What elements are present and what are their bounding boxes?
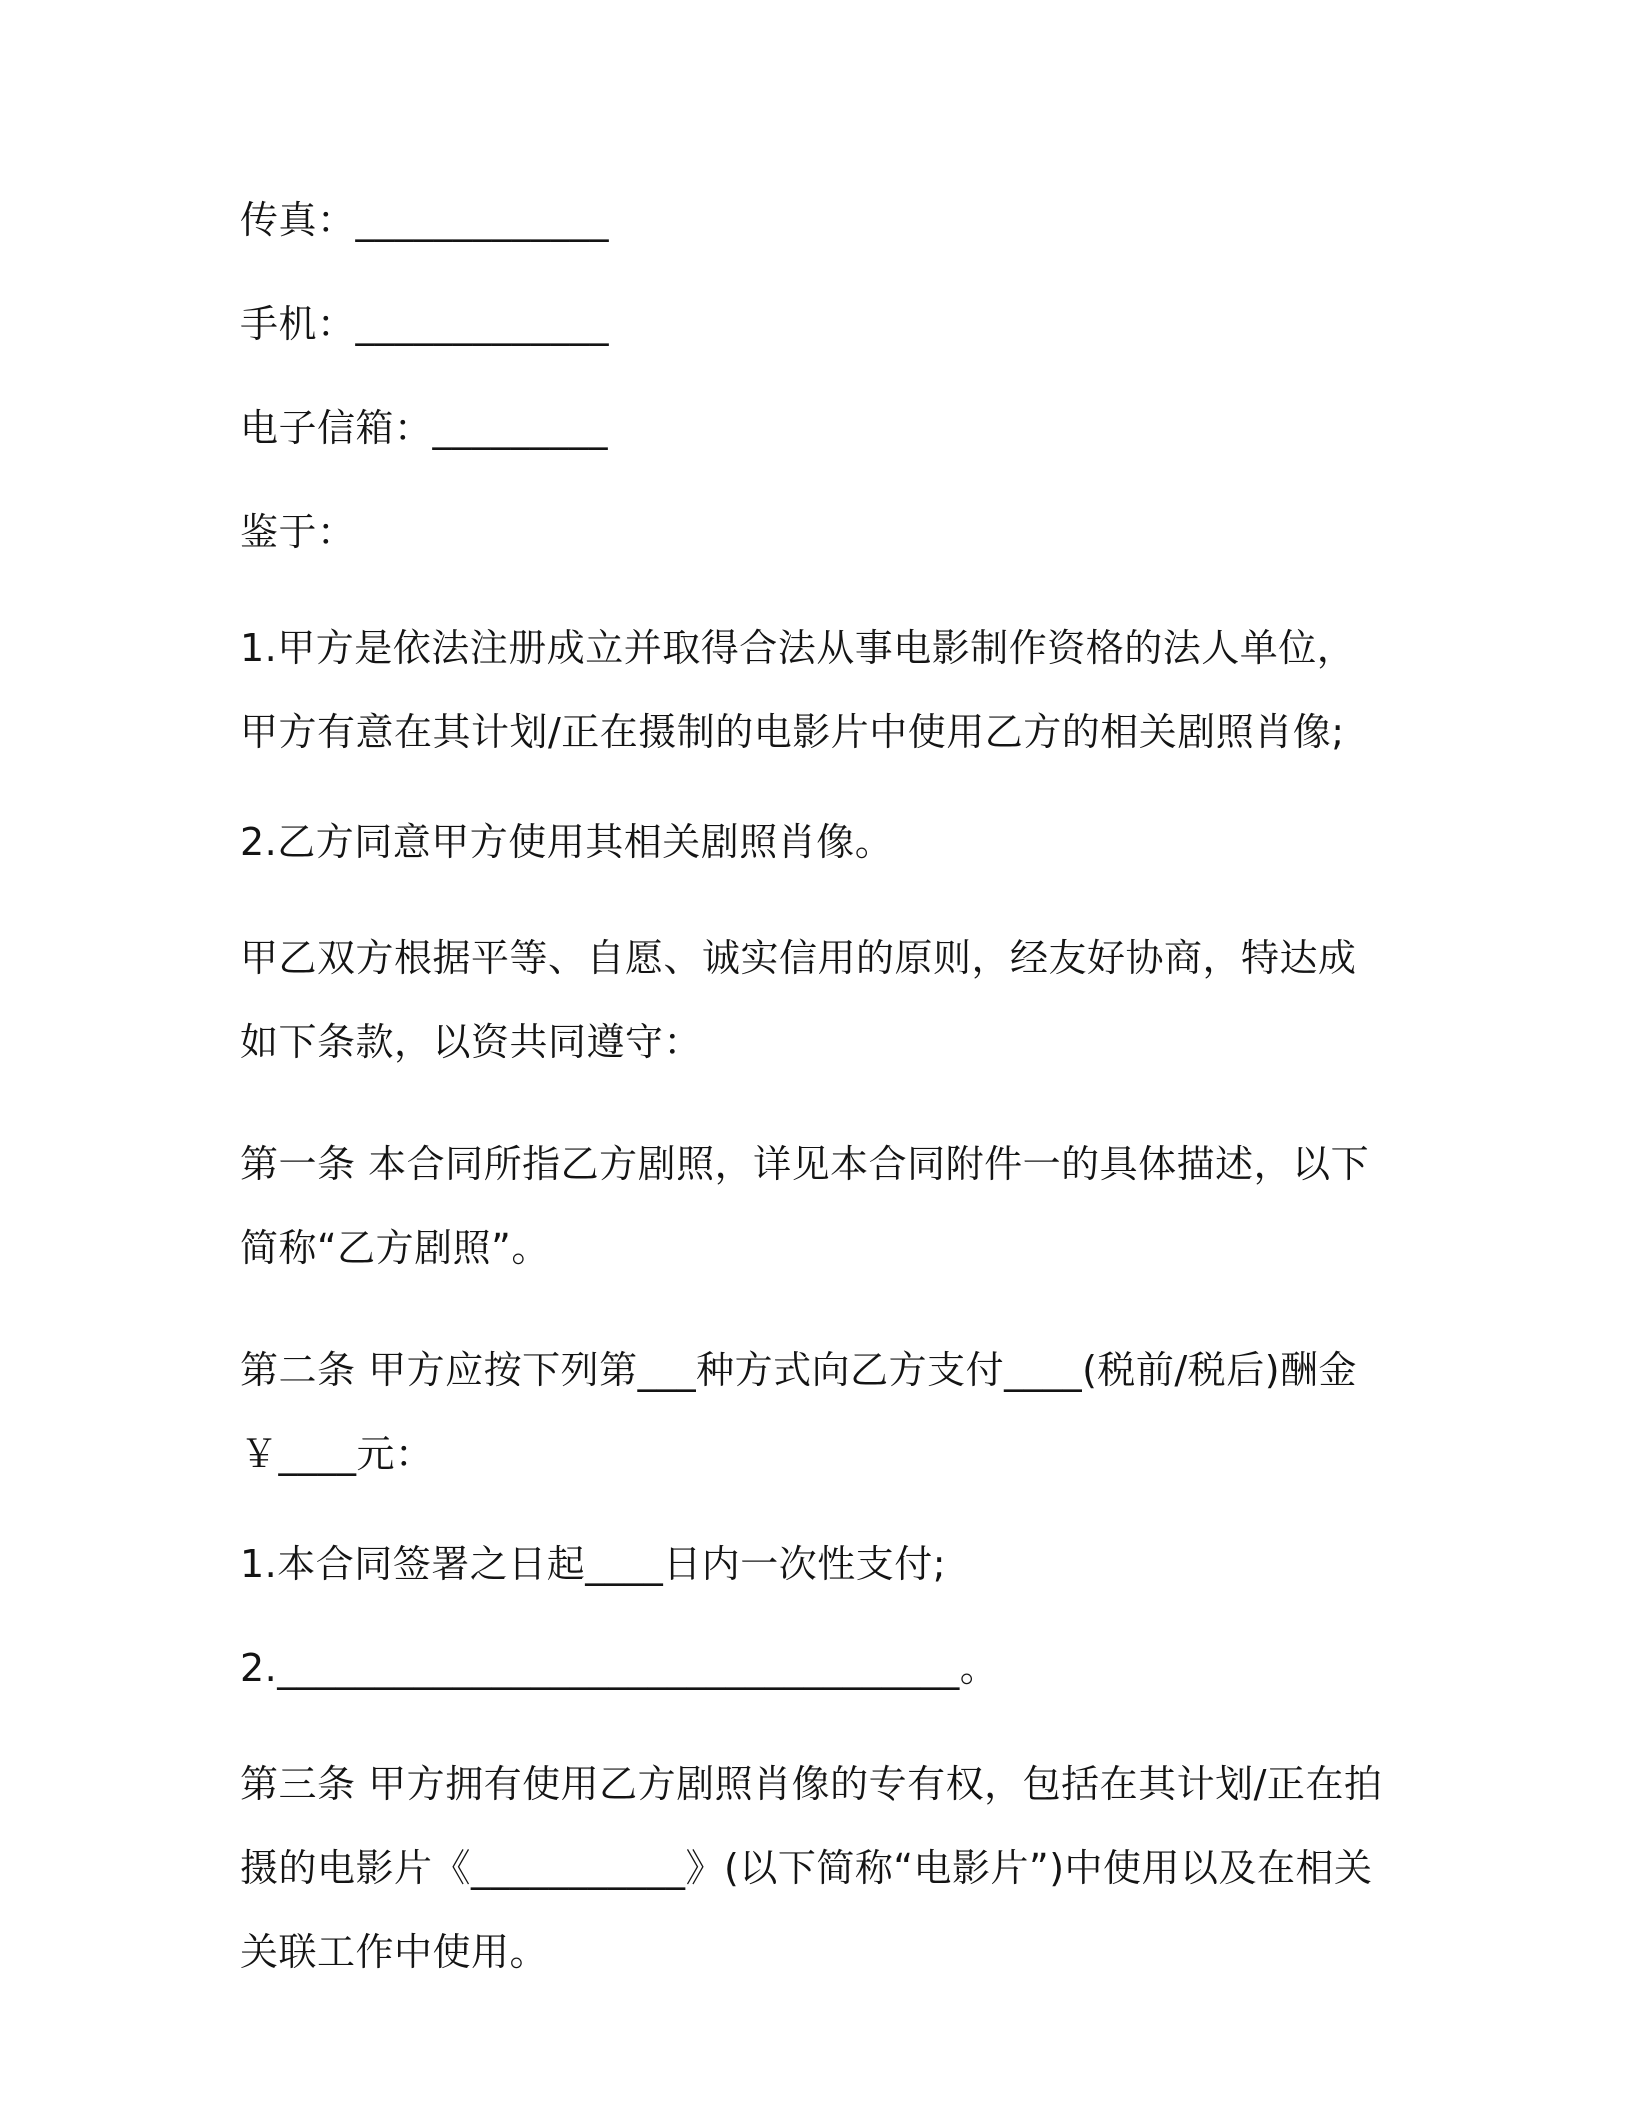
article-3: 第三条 甲方拥有使用乙方剧照肖像的专有权，包括在其计划/正在拍摄的电影片《___________》(以下简称“电影片”)中使用以及在相关关联工作中使用。 [240,1762,1383,1974]
email-field-line: 电子信箱：_________ [240,406,609,450]
recital-1: 1.甲方是依法注册成立并取得合法从事电影制作资格的法人单位，甲方有意在其计划/正在摄制的电影片中使用乙方的相关剧照肖像; [240,626,1356,754]
whereas-heading: 鉴于： [240,510,356,554]
mobile-field-line: 手机：_____________ [240,302,610,346]
article-1: 第一条 本合同所指乙方剧照，详见本合同附件一的具体描述，以下简称“乙方剧照”。 [240,1142,1370,1270]
document-body [240,190,1390,2032]
agreement-preamble: 甲乙双方根据平等、自愿、诚实信用的原则，经友好协商，特达成如下条款，以资共同遵守： [240,936,1357,1064]
fax-field-line: 传真：_____________ [240,198,610,242]
recital-2: 2.乙方同意甲方使用其相关剧照肖像。 [240,820,894,864]
article-2: 第二条 甲方应按下列第___种方式向乙方支付____(税前/税后)酬金￥____元： [240,1348,1358,1476]
payment-option-2: 2.___________________________________。 [240,1646,999,1690]
payment-option-1: 1.本合同签署之日起____日内一次性支付; [240,1542,947,1586]
